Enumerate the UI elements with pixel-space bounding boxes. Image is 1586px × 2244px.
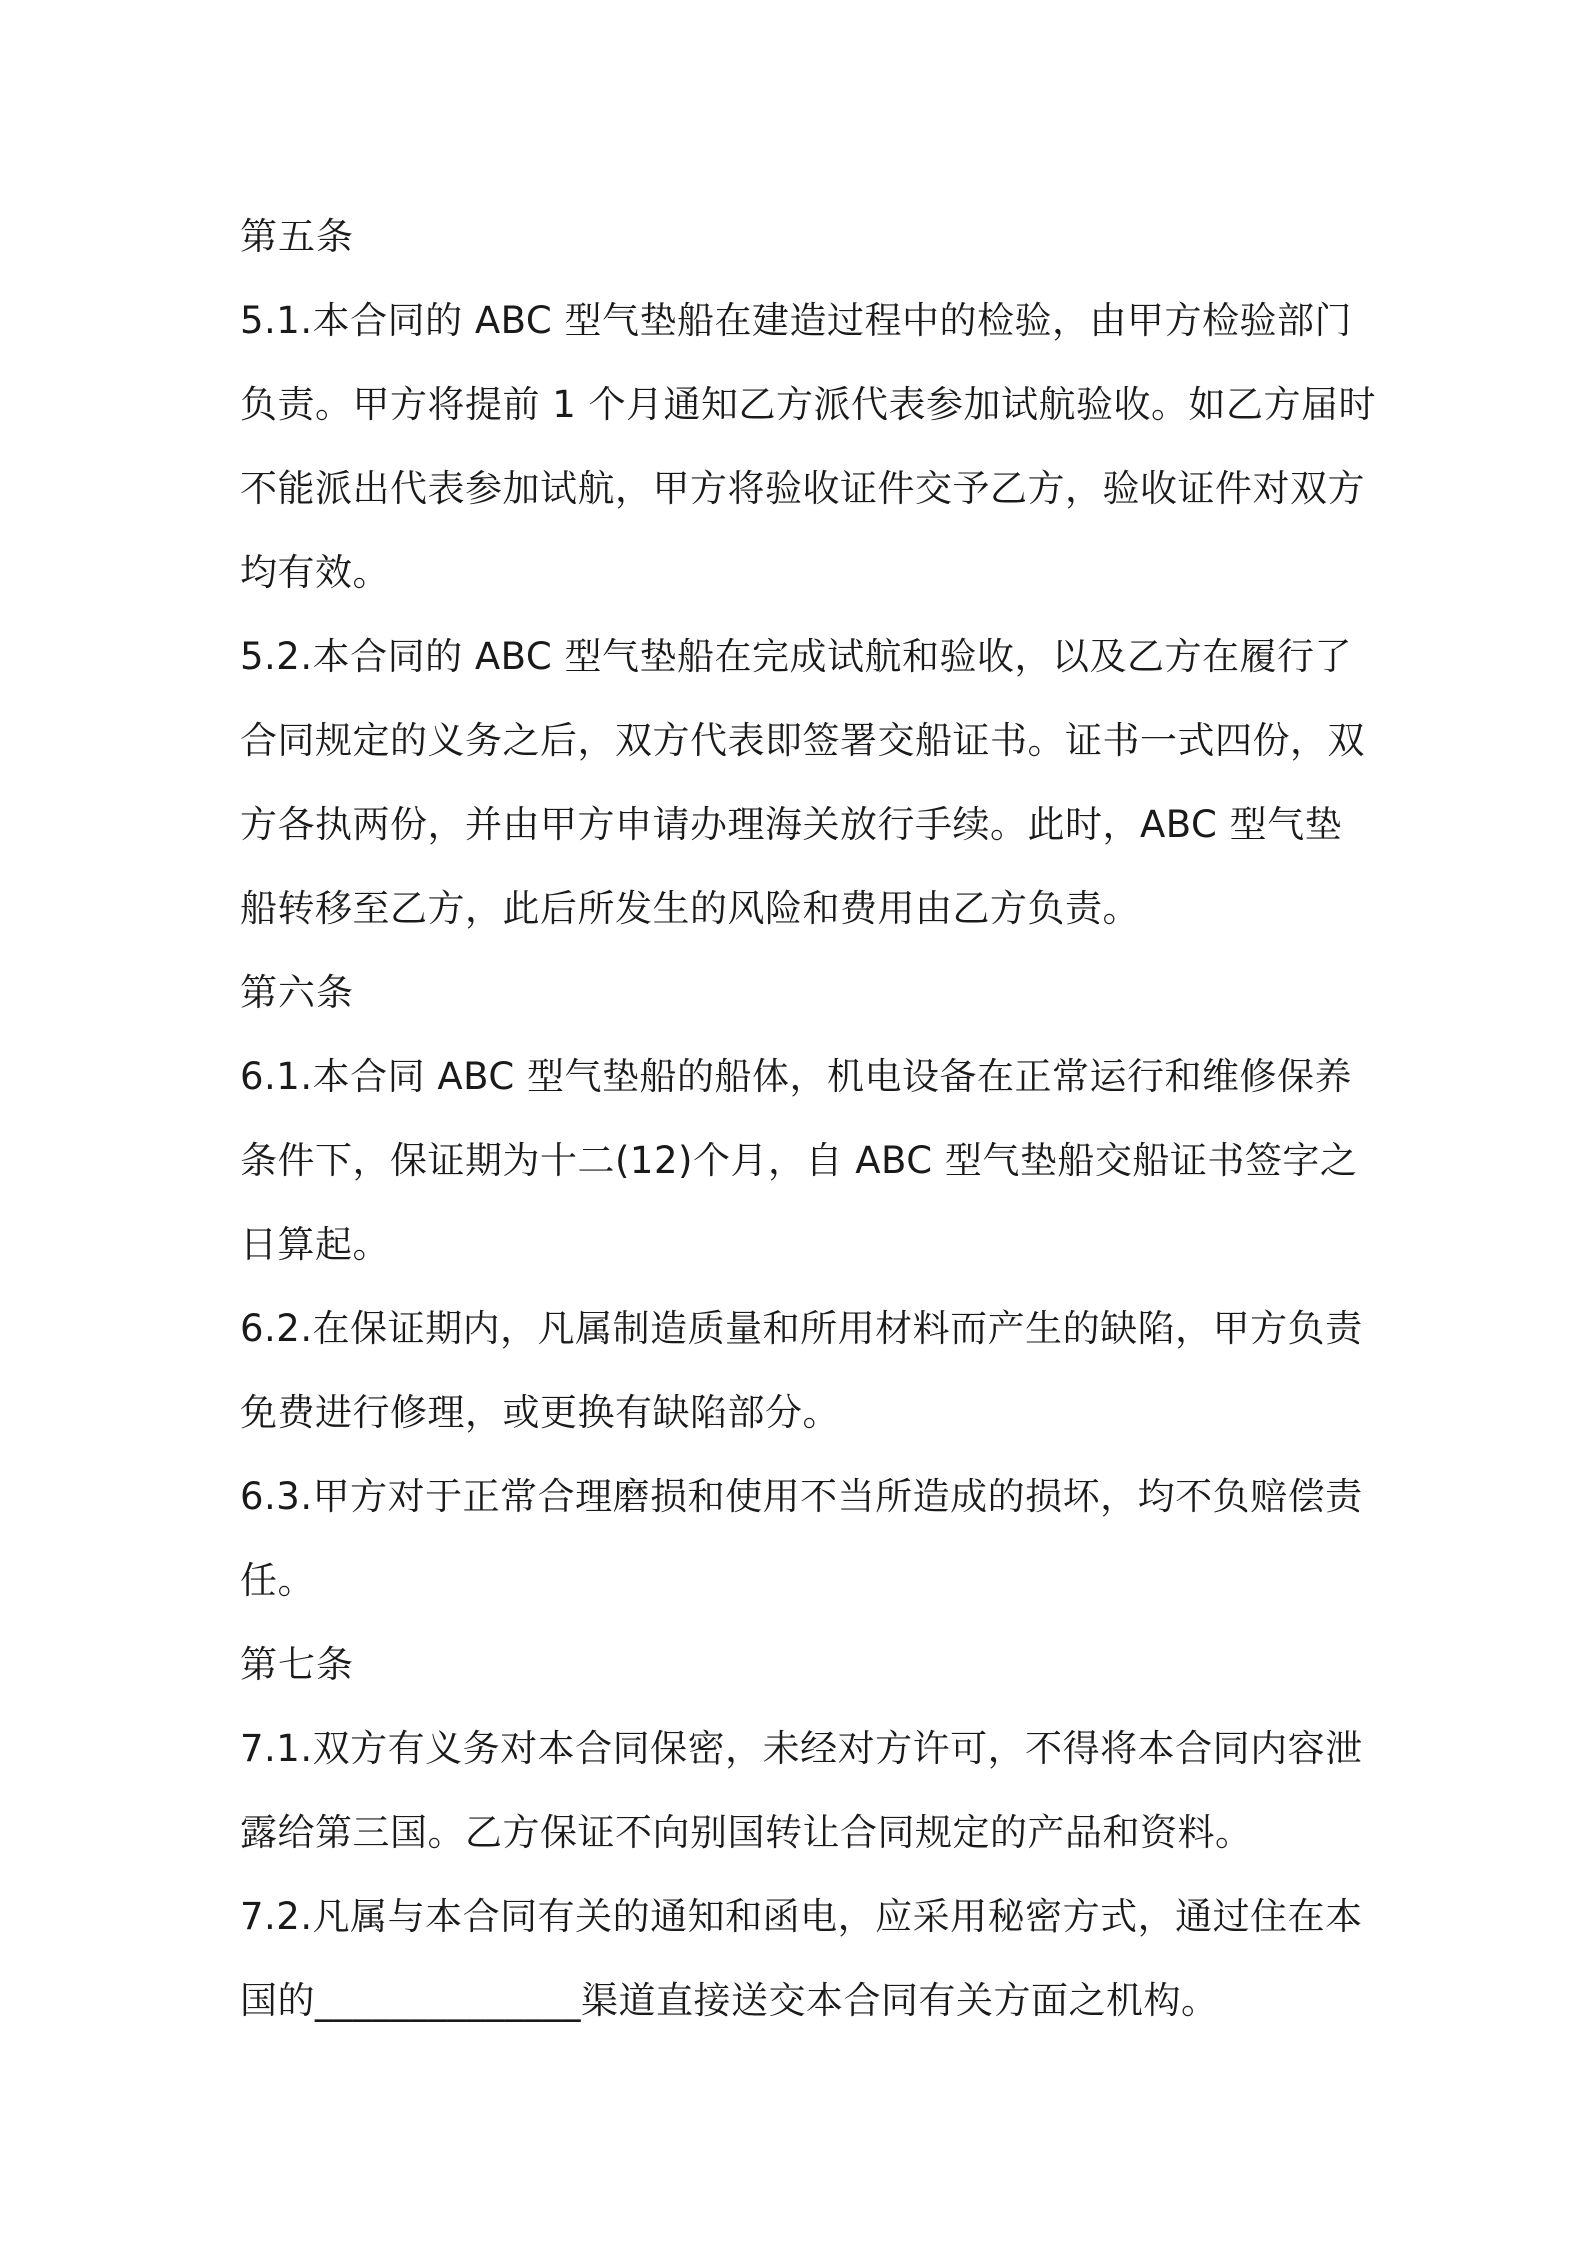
clause-7-1-line-2: 露给第三国。乙方保证不向别国转让合同规定的产品和资料。 [240, 1811, 1253, 1854]
article-6-heading: 第六条 [240, 971, 354, 1014]
contract-page [240, 195, 1377, 2043]
article-7-heading: 第七条 [240, 1643, 354, 1686]
clause-5-1-line-4: 均有效。 [240, 551, 390, 594]
clause-5-2-line-3: 方各执两份，并由甲方申请办理海关放行手续。此时，ABC 型气垫 [240, 803, 1343, 846]
clause-7-2-line-1: 7.2.凡属与本合同有关的通知和函电，应采用秘密方式，通过住在本 [240, 1895, 1363, 1938]
clause-6-3-line-2: 任。 [240, 1559, 315, 1602]
clause-5-2-line-1: 5.2.本合同的 ABC 型气垫船在完成试航和验收，以及乙方在履行了 [240, 635, 1353, 678]
article-5-heading: 第五条 [240, 215, 354, 258]
clause-5-2-line-2: 合同规定的义务之后，双方代表即签署交船证书。证书一式四份，双 [240, 719, 1365, 762]
clause-5-2-line-4: 船转移至乙方，此后所发生的风险和费用由乙方负责。 [240, 887, 1140, 930]
clause-6-1-line-2: 条件下，保证期为十二(12)个月，自 ABC 型气垫船交船证书签字之 [240, 1139, 1358, 1182]
clause-6-1-line-1: 6.1.本合同 ABC 型气垫船的船体，机电设备在正常运行和维修保养 [240, 1055, 1353, 1098]
clause-5-1-line-2: 负责。甲方将提前 1 个月通知乙方派代表参加试航验收。如乙方届时 [240, 383, 1377, 426]
clause-6-2-line-2: 免费进行修理，或更换有缺陷部分。 [240, 1391, 840, 1434]
clause-5-1-line-1: 5.1.本合同的 ABC 型气垫船在建造过程中的检验，由甲方检验部门 [240, 299, 1353, 342]
clause-7-1-line-1: 7.1.双方有义务对本合同保密，未经对方许可，不得将本合同内容泄 [240, 1727, 1363, 1770]
clause-6-1-line-3: 日算起。 [240, 1223, 390, 1266]
clause-5-1-line-3: 不能派出代表参加试航，甲方将验收证件交予乙方，验收证件对双方 [240, 467, 1365, 510]
clause-6-3-line-1: 6.3.甲方对于正常合理磨损和使用不当所造成的损坏，均不负赔偿责 [240, 1475, 1363, 1518]
clause-6-2-line-1: 6.2.在保证期内，凡属制造质量和所用材料而产生的缺陷，甲方负责 [240, 1307, 1363, 1350]
clause-7-2-line-2: 国的______________渠道直接送交本合同有关方面之机构。 [240, 1979, 1219, 2022]
